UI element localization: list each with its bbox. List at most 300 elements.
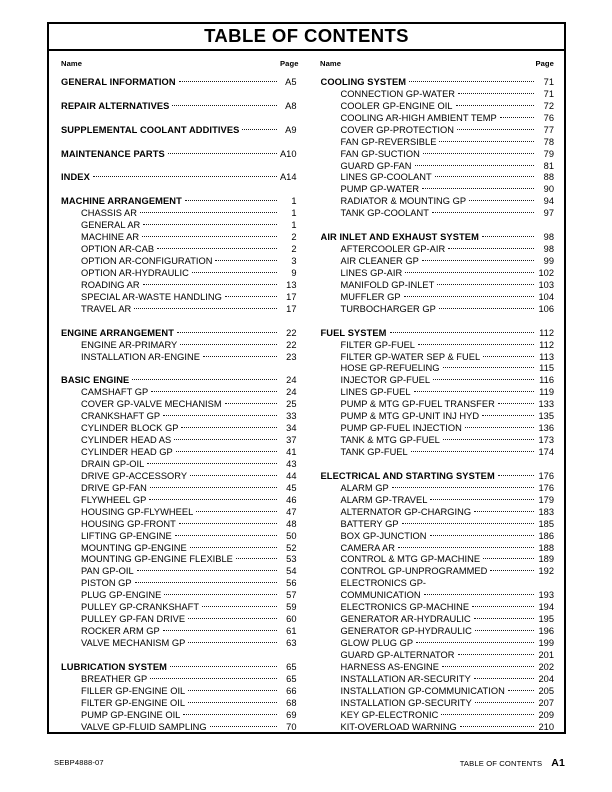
toc-entry[interactable] bbox=[61, 97, 297, 109]
toc-entry-page: 98 bbox=[543, 244, 554, 253]
toc-entry-label: MACHINE AR bbox=[81, 232, 140, 241]
toc-entry-page: 135 bbox=[538, 411, 554, 420]
toc-leader-dots bbox=[225, 395, 277, 407]
toc-leader-dots bbox=[405, 264, 534, 276]
toc-entry-label: INJECTOR GP-FUEL bbox=[340, 375, 431, 384]
toc-entry-page: 99 bbox=[543, 256, 554, 264]
toc-entry[interactable] bbox=[321, 539, 555, 551]
toc-entry-label: HARNESS AS-ENGINE bbox=[340, 661, 439, 670]
toc-entry-page: 76 bbox=[543, 112, 554, 121]
toc-entry-label: BATTERY GP bbox=[340, 518, 399, 527]
toc-entry[interactable] bbox=[61, 431, 297, 443]
toc-entry-label: TRAVEL AR bbox=[81, 303, 132, 312]
toc-entry[interactable] bbox=[321, 336, 555, 348]
toc-entry[interactable] bbox=[321, 133, 555, 145]
toc-entry[interactable] bbox=[321, 419, 555, 431]
toc-entry[interactable] bbox=[61, 515, 297, 527]
toc-entry-page: 1 bbox=[291, 220, 297, 229]
toc-entry-page: 34 bbox=[286, 423, 297, 432]
toc-entry[interactable] bbox=[61, 383, 297, 395]
toc-entry-label: COOLING SYSTEM bbox=[320, 76, 407, 85]
toc-entry-label: INSTALLATION AR-SECURITY bbox=[340, 673, 471, 682]
toc-entry-page: 210 bbox=[538, 721, 554, 730]
toc-leader-dots bbox=[179, 73, 277, 85]
toc-entry-page: 24 bbox=[286, 375, 297, 384]
toc-entry-label: CRANKSHAFT GP bbox=[81, 411, 161, 420]
toc-leader-dots bbox=[174, 431, 276, 443]
header-name-right: Name bbox=[320, 59, 342, 68]
toc-entry[interactable] bbox=[61, 276, 297, 288]
toc-entry[interactable] bbox=[321, 383, 555, 395]
toc-entry-page: 3 bbox=[291, 256, 297, 264]
toc-entry-label: INSTALLATION GP-SECURITY bbox=[340, 697, 472, 706]
toc-entry[interactable] bbox=[321, 360, 555, 372]
toc-entry-label: PUMP & MTG GP-FUEL TRANSFER bbox=[340, 399, 495, 408]
toc-entry[interactable] bbox=[61, 706, 297, 718]
toc-leader-dots bbox=[422, 252, 534, 264]
toc-entry[interactable] bbox=[321, 192, 555, 204]
toc-leader-dots bbox=[475, 694, 534, 706]
toc-entry[interactable] bbox=[321, 371, 555, 383]
toc-entry[interactable] bbox=[61, 718, 297, 730]
toc-entry-label: AIR CLEANER GP bbox=[340, 256, 419, 264]
toc-entry-label: FILTER GP-ENGINE OIL bbox=[81, 697, 186, 706]
toc-entry-label: TURBOCHARGER GP bbox=[340, 303, 436, 312]
toc-entry[interactable] bbox=[321, 204, 555, 216]
toc-entry-label: KEY GP-ELECTRONIC bbox=[340, 709, 439, 718]
toc-entry-page: 186 bbox=[538, 530, 554, 539]
toc-leader-dots bbox=[192, 264, 277, 276]
toc-leader-dots bbox=[430, 527, 534, 539]
toc-leader-dots bbox=[474, 503, 534, 515]
toc-entry[interactable] bbox=[61, 670, 297, 682]
toc-entry[interactable] bbox=[61, 682, 297, 694]
toc-entry-label: GENERATOR AR-HYDRAULIC bbox=[340, 614, 471, 623]
toc-leader-dots bbox=[196, 503, 276, 515]
title-bar bbox=[49, 24, 564, 51]
toc-leader-dots bbox=[472, 598, 534, 610]
toc-leader-dots bbox=[508, 682, 534, 694]
toc-entry[interactable] bbox=[321, 276, 555, 288]
toc-entry[interactable] bbox=[321, 145, 555, 157]
toc-entry-page: 133 bbox=[538, 399, 554, 408]
toc-leader-dots bbox=[151, 383, 276, 395]
toc-entry[interactable] bbox=[61, 634, 297, 646]
toc-entry-label: FILTER GP-WATER SEP & FUEL bbox=[340, 351, 481, 360]
toc-entry[interactable] bbox=[61, 371, 297, 383]
toc-entry[interactable] bbox=[321, 574, 555, 586]
toc-entry-label: CAMSHAFT GP bbox=[81, 387, 149, 396]
toc-entry-page: 193 bbox=[538, 590, 554, 599]
toc-entry[interactable] bbox=[61, 598, 297, 610]
toc-leader-dots bbox=[157, 240, 276, 252]
toc-entry[interactable] bbox=[61, 527, 297, 539]
toc-leader-dots bbox=[416, 634, 534, 646]
toc-entry-page: 102 bbox=[538, 267, 554, 276]
toc-entry[interactable] bbox=[61, 551, 297, 563]
toc-entry[interactable] bbox=[321, 157, 555, 169]
header-page-right: Page bbox=[535, 59, 554, 68]
toc-entry[interactable] bbox=[61, 204, 297, 216]
toc-entry[interactable] bbox=[61, 145, 297, 157]
toc-entry[interactable] bbox=[321, 85, 555, 97]
toc-entry-label: LUBRICATION SYSTEM bbox=[61, 661, 167, 670]
toc-column-right bbox=[307, 73, 565, 730]
toc-entry-label: PUMP GP-WATER bbox=[340, 184, 420, 193]
toc-entry-page: 24 bbox=[286, 387, 297, 396]
toc-leader-dots bbox=[175, 527, 277, 539]
toc-entry-label: VALVE GP-FLUID SAMPLING bbox=[81, 721, 207, 730]
toc-entry-label: TANK & MTG GP-FUEL bbox=[340, 435, 440, 444]
toc-leader-dots bbox=[475, 622, 534, 634]
toc-leader-dots bbox=[172, 97, 276, 109]
toc-entry-page: 176 bbox=[538, 482, 554, 491]
toc-column-left bbox=[49, 73, 307, 730]
toc-entry-label: BREATHER GP bbox=[81, 673, 148, 682]
toc-entry-label: PISTON GP bbox=[81, 578, 132, 587]
toc-entry-label: GENERAL INFORMATION bbox=[61, 76, 176, 85]
toc-leader-dots bbox=[149, 491, 276, 503]
toc-entry-page: 41 bbox=[286, 447, 297, 455]
toc-leader-dots bbox=[460, 718, 534, 730]
toc-entry-label: DRAIN GP-OIL bbox=[81, 458, 145, 467]
toc-entry[interactable] bbox=[321, 264, 555, 276]
toc-leader-dots bbox=[170, 658, 277, 670]
toc-entry-page: 185 bbox=[538, 518, 554, 527]
toc-entry[interactable] bbox=[61, 455, 297, 467]
toc-entry-label: FAN GP-SUCTION bbox=[340, 148, 420, 157]
toc-entry[interactable] bbox=[321, 646, 555, 658]
toc-entry-label: ELECTRONICS GP- bbox=[340, 578, 427, 587]
toc-leader-dots bbox=[188, 610, 276, 622]
toc-leader-dots bbox=[177, 324, 276, 336]
toc-entry-page: 45 bbox=[286, 482, 297, 491]
toc-entry-page: 22 bbox=[286, 327, 297, 336]
toc-entry-label: TANK GP-COOLANT bbox=[340, 208, 429, 217]
toc-entry[interactable] bbox=[321, 169, 555, 181]
toc-leader-dots bbox=[457, 121, 534, 133]
toc-entry[interactable] bbox=[61, 336, 297, 348]
toc-entry-label: LIFTING GP-ENGINE bbox=[81, 530, 172, 539]
toc-entry[interactable] bbox=[321, 551, 555, 563]
toc-frame bbox=[47, 22, 566, 734]
toc-entry[interactable] bbox=[321, 180, 555, 192]
toc-entry[interactable] bbox=[321, 718, 555, 730]
toc-entry-label: DRIVE GP-FAN bbox=[81, 482, 147, 491]
toc-entry[interactable] bbox=[61, 73, 297, 85]
toc-entry-label: PLUG GP-ENGINE bbox=[81, 590, 162, 599]
toc-entry[interactable] bbox=[321, 97, 555, 109]
toc-entry-label: MOUNTING GP-ENGINE FLEXIBLE bbox=[81, 554, 233, 563]
toc-entry[interactable] bbox=[321, 658, 555, 670]
toc-entry-page: 46 bbox=[286, 494, 297, 503]
toc-entry[interactable] bbox=[61, 503, 297, 515]
toc-entry-label: FUEL SYSTEM bbox=[320, 327, 387, 336]
toc-leader-dots bbox=[483, 348, 534, 360]
toc-entry-label: CYLINDER BLOCK GP bbox=[81, 423, 179, 432]
toc-entry-page: 25 bbox=[286, 399, 297, 408]
toc-entry-page: 44 bbox=[286, 470, 297, 479]
toc-entry-page: 2 bbox=[291, 244, 297, 253]
toc-entry-page: 201 bbox=[538, 649, 554, 658]
toc-entry[interactable] bbox=[61, 264, 297, 276]
toc-entry-label: CYLINDER HEAD GP bbox=[81, 447, 173, 455]
toc-entry-label: COMMUNICATION bbox=[340, 590, 421, 599]
toc-entry[interactable] bbox=[321, 682, 555, 694]
toc-entry-page: 205 bbox=[538, 685, 554, 694]
toc-entry-page: 77 bbox=[543, 124, 554, 133]
toc-entry-page: 54 bbox=[286, 566, 297, 575]
toc-entry[interactable] bbox=[321, 443, 555, 455]
toc-leader-dots bbox=[147, 455, 276, 467]
toc-entry[interactable] bbox=[321, 300, 555, 312]
toc-entry-label: HOUSING GP-FLYWHEEL bbox=[81, 506, 194, 515]
toc-entry-label: OPTION AR-CAB bbox=[81, 244, 155, 253]
toc-entry-label: CHASSIS AR bbox=[81, 208, 137, 217]
toc-leader-dots bbox=[498, 467, 534, 479]
toc-leader-dots bbox=[414, 383, 534, 395]
toc-entry-page: 94 bbox=[543, 196, 554, 205]
toc-entry[interactable] bbox=[61, 407, 297, 419]
toc-leader-dots bbox=[465, 419, 534, 431]
toc-entry[interactable] bbox=[61, 467, 297, 479]
toc-entry[interactable] bbox=[61, 562, 297, 574]
toc-entry-label: LINES GP-COOLANT bbox=[340, 172, 432, 181]
toc-entry[interactable] bbox=[61, 395, 297, 407]
toc-entry[interactable] bbox=[61, 228, 297, 240]
toc-leader-dots bbox=[411, 443, 534, 455]
toc-entry-label: COVER GP-PROTECTION bbox=[340, 124, 454, 133]
toc-entry-label: INSTALLATION AR-ENGINE bbox=[81, 351, 200, 360]
toc-entry[interactable] bbox=[321, 670, 555, 682]
toc-entry-label: ENGINE ARRANGEMENT bbox=[61, 327, 175, 336]
toc-entry[interactable] bbox=[321, 527, 555, 539]
toc-entry-page: 68 bbox=[286, 697, 297, 706]
toc-entry-page: 17 bbox=[286, 291, 297, 300]
toc-entry[interactable] bbox=[321, 348, 555, 360]
toc-entry-label: FLYWHEEL GP bbox=[81, 494, 147, 503]
toc-leader-dots bbox=[474, 610, 534, 622]
toc-leader-dots bbox=[442, 658, 534, 670]
toc-entry[interactable] bbox=[321, 622, 555, 634]
toc-entry-label: ROADING AR bbox=[81, 279, 140, 288]
toc-leader-dots bbox=[418, 336, 534, 348]
toc-leader-dots bbox=[168, 145, 277, 157]
toc-leader-dots bbox=[433, 371, 534, 383]
toc-entry-page: 209 bbox=[538, 709, 554, 718]
toc-entry-page: 56 bbox=[286, 578, 297, 587]
toc-entry[interactable] bbox=[61, 491, 297, 503]
toc-entry-page: 173 bbox=[538, 435, 554, 444]
toc-entry-page: 61 bbox=[286, 626, 297, 635]
toc-entry[interactable] bbox=[321, 562, 555, 574]
toc-entry[interactable] bbox=[61, 216, 297, 228]
toc-leader-dots bbox=[483, 551, 534, 563]
toc-entry-label: OPTION AR-HYDRAULIC bbox=[81, 267, 189, 276]
toc-entry-label: MACHINE ARRANGEMENT bbox=[61, 196, 182, 205]
toc-entry[interactable] bbox=[61, 574, 297, 586]
toc-entry-page: 23 bbox=[286, 351, 297, 360]
toc-entry-page: 204 bbox=[538, 673, 554, 682]
toc-entry[interactable] bbox=[61, 419, 297, 431]
toc-entry[interactable] bbox=[321, 503, 555, 515]
toc-entry[interactable] bbox=[321, 252, 555, 264]
toc-entry[interactable] bbox=[61, 694, 297, 706]
toc-entry-page: 104 bbox=[538, 291, 554, 300]
toc-leader-dots bbox=[150, 670, 276, 682]
toc-leader-dots bbox=[215, 252, 276, 264]
toc-entry[interactable] bbox=[61, 324, 297, 336]
toc-entry-label: PAN GP-OIL bbox=[81, 566, 134, 575]
toc-entry-page: 119 bbox=[539, 387, 554, 396]
toc-entry-label: HOUSING GP-FRONT bbox=[81, 518, 176, 527]
footer-right bbox=[460, 757, 565, 769]
toc-leader-dots bbox=[188, 694, 276, 706]
toc-entry[interactable] bbox=[61, 252, 297, 264]
toc-entry[interactable] bbox=[321, 694, 555, 706]
toc-entry[interactable] bbox=[321, 324, 555, 336]
toc-entry-page: 71 bbox=[543, 88, 554, 97]
toc-leader-dots bbox=[458, 85, 534, 97]
toc-leader-dots bbox=[150, 479, 277, 491]
toc-entry[interactable] bbox=[321, 395, 555, 407]
toc-entry-page: 72 bbox=[543, 100, 554, 109]
toc-entry-label: MUFFLER GP bbox=[340, 291, 401, 300]
toc-entry-page: 13 bbox=[286, 279, 297, 288]
toc-entry[interactable] bbox=[321, 598, 555, 610]
toc-leader-dots bbox=[456, 97, 535, 109]
toc-entry-page: 136 bbox=[538, 423, 554, 432]
toc-entry[interactable] bbox=[321, 479, 555, 491]
toc-entry[interactable] bbox=[61, 288, 297, 300]
toc-leader-dots bbox=[242, 121, 276, 133]
toc-leader-dots bbox=[404, 288, 534, 300]
toc-entry[interactable] bbox=[321, 515, 555, 527]
toc-entry-label: MOUNTING GP-ENGINE bbox=[81, 542, 187, 551]
toc-entry[interactable] bbox=[321, 121, 555, 133]
toc-entry-label: ALARM GP-TRAVEL bbox=[340, 494, 428, 503]
toc-entry[interactable] bbox=[61, 539, 297, 551]
toc-entry-label: HOSE GP-REFUELING bbox=[340, 363, 440, 372]
toc-entry[interactable] bbox=[321, 73, 555, 85]
toc-entry-label: GUARD GP-FAN bbox=[340, 160, 412, 169]
toc-entry-label: KIT-OVERLOAD WARNING bbox=[340, 721, 457, 730]
toc-entry-page: 52 bbox=[286, 542, 297, 551]
toc-leader-dots bbox=[143, 276, 277, 288]
toc-entry-page: 202 bbox=[538, 661, 554, 670]
toc-leader-dots bbox=[432, 204, 534, 216]
toc-entry-page: 106 bbox=[538, 303, 554, 312]
toc-leader-dots bbox=[458, 646, 534, 658]
toc-leader-dots bbox=[225, 288, 277, 300]
toc-entry-page: 116 bbox=[539, 375, 554, 384]
toc-entry[interactable] bbox=[61, 610, 297, 622]
toc-entry-label: INSTALLATION GP-COMMUNICATION bbox=[340, 685, 505, 694]
toc-entry[interactable] bbox=[61, 479, 297, 491]
toc-entry-page: 179 bbox=[538, 494, 554, 503]
toc-entry-label: ROCKER ARM GP bbox=[81, 626, 160, 635]
toc-entry[interactable] bbox=[321, 634, 555, 646]
toc-entry-label: PUMP GP-ENGINE OIL bbox=[81, 709, 181, 718]
toc-entry[interactable] bbox=[321, 407, 555, 419]
toc-entry[interactable] bbox=[321, 109, 555, 121]
toc-entry-label: GUARD GP-ALTERNATOR bbox=[340, 649, 455, 658]
toc-entry-page: 79 bbox=[543, 148, 554, 157]
toc-leader-dots bbox=[498, 395, 534, 407]
toc-entry-label: INDEX bbox=[61, 172, 90, 181]
footer-section-label: TABLE OF CONTENTS bbox=[459, 759, 543, 768]
toc-entry[interactable] bbox=[321, 228, 555, 240]
toc-columns bbox=[49, 73, 564, 730]
toc-entry-label: GENERATOR GP-HYDRAULIC bbox=[340, 626, 472, 635]
toc-leader-dots bbox=[179, 515, 277, 527]
toc-entry[interactable] bbox=[321, 586, 555, 598]
toc-entry-page: 195 bbox=[538, 614, 554, 623]
toc-entry[interactable] bbox=[321, 491, 555, 503]
toc-leader-dots bbox=[422, 180, 534, 192]
toc-entry[interactable] bbox=[321, 240, 555, 252]
toc-entry-page: 47 bbox=[286, 506, 297, 515]
toc-entry[interactable] bbox=[61, 192, 297, 204]
toc-leader-dots bbox=[132, 371, 276, 383]
toc-leader-dots bbox=[93, 169, 277, 181]
toc-entry-label: MANIFOLD GP-INLET bbox=[340, 279, 435, 288]
toc-leader-dots bbox=[482, 228, 534, 240]
toc-entry-page: 78 bbox=[543, 136, 554, 145]
toc-entry[interactable] bbox=[61, 240, 297, 252]
toc-entry[interactable] bbox=[61, 586, 297, 598]
toc-leader-dots bbox=[439, 133, 534, 145]
toc-entry-page: 70 bbox=[286, 721, 297, 730]
toc-leader-dots bbox=[163, 622, 277, 634]
toc-entry-label: ALTERNATOR GP-CHARGING bbox=[340, 506, 472, 515]
toc-entry-label: COVER GP-VALVE MECHANISM bbox=[81, 399, 222, 408]
toc-leader-dots bbox=[398, 539, 534, 551]
toc-entry-page: 1 bbox=[291, 196, 297, 205]
toc-entry[interactable] bbox=[321, 431, 555, 443]
toc-entry[interactable] bbox=[61, 443, 297, 455]
toc-leader-dots bbox=[190, 539, 277, 551]
toc-entry-page: 183 bbox=[538, 506, 554, 515]
toc-entry[interactable] bbox=[61, 300, 297, 312]
toc-entry-page: 59 bbox=[286, 602, 297, 611]
toc-entry-label: FILLER GP-ENGINE OIL bbox=[81, 685, 186, 694]
toc-entry-page: 71 bbox=[543, 76, 554, 85]
toc-entry[interactable] bbox=[61, 658, 297, 670]
toc-leader-dots bbox=[180, 336, 276, 348]
footer-page-number: A1 bbox=[551, 757, 565, 769]
column-headers bbox=[49, 51, 564, 73]
toc-entry-label: PULLEY GP-CRANKSHAFT bbox=[81, 602, 200, 611]
toc-entry-label: BOX GP-JUNCTION bbox=[340, 530, 427, 539]
toc-entry[interactable] bbox=[61, 348, 297, 360]
toc-entry-page: 199 bbox=[538, 638, 554, 646]
toc-entry[interactable] bbox=[321, 610, 555, 622]
toc-leader-dots bbox=[448, 240, 534, 252]
toc-entry[interactable] bbox=[321, 467, 555, 479]
toc-leader-dots bbox=[430, 491, 534, 503]
toc-leader-dots bbox=[390, 324, 534, 336]
toc-entry[interactable] bbox=[61, 169, 297, 181]
toc-entry[interactable] bbox=[61, 622, 297, 634]
toc-entry-label: GENERAL AR bbox=[81, 220, 141, 229]
toc-entry-label: PUMP & MTG GP-UNIT INJ HYD bbox=[340, 411, 480, 420]
toc-leader-dots bbox=[137, 562, 277, 574]
toc-entry-page: A14 bbox=[279, 172, 297, 181]
toc-entry[interactable] bbox=[321, 288, 555, 300]
toc-entry[interactable] bbox=[61, 121, 297, 133]
toc-entry[interactable] bbox=[321, 706, 555, 718]
